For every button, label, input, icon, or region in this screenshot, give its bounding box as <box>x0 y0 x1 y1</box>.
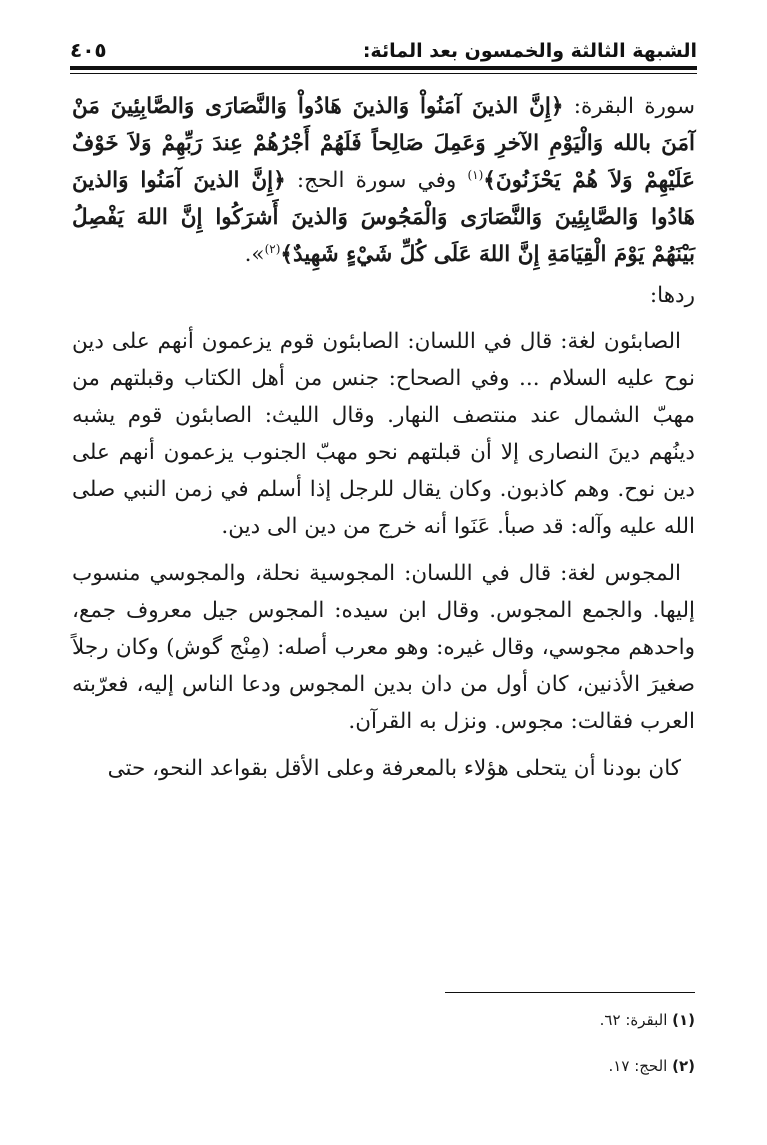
footnote-2 <box>72 1054 695 1078</box>
surah-hajj-intro: وفي سورة الحج: <box>285 168 468 193</box>
footnotes <box>72 1008 695 1100</box>
footnote-ref-1: (١) <box>467 167 484 182</box>
footnote-1-text: البقرة: ٦٢. <box>599 1011 673 1029</box>
footnote-2-number: (٢) <box>672 1057 695 1075</box>
quote-close: ». <box>244 242 265 267</box>
surah-baqarah-intro: سورة البقرة: <box>563 94 695 119</box>
quran-verse-hajj: ﴿إِنَّ الذينَ آمَنُوا وَالذينَ هَادُوا وَالصَّابِئِينَ وَالنَّصَارَى وَالْمَجُوسَ وَالذينَ أَشرَكُوا إِنَّ اللهَ يَفْصِلُ بَيْنَهُمْ يَوْمَ الْقِيَامَةِ إِنَّ اللهَ عَلَى كُلِّ شَيْءٍ شَهِيدٌ﴾ <box>72 168 695 267</box>
quran-verse-baqarah: ﴿إِنَّ الذينَ آمَنُواْ وَالذينَ هَادُواْ وَالنَّصَارَى وَالصَّابِئِينَ مَنْ آمَنَ بالله وَالْيَوْمِ الآخرِ وَعَمِلَ صَالِحاً فَلَهُمْ أَجْرُهُمْ عِندَ رَبِّهِمْ وَلاَ خَوْفٌ عَلَيْهِمْ وَلاَ هُمْ يَحْزَنُونَ﴾ <box>72 94 695 193</box>
running-title: الشبهة الثالثة والخمسون بعد المائة: <box>362 40 697 62</box>
page-header <box>70 28 697 62</box>
reply-heading: ردها: <box>649 283 695 308</box>
footnote-separator <box>445 992 695 993</box>
header-rule-thin <box>70 73 697 74</box>
page-number: ٤٠٥ <box>70 38 107 62</box>
main-text <box>72 88 695 797</box>
header-rule-thick <box>70 66 697 70</box>
paragraph-quran-citations <box>72 88 695 273</box>
footnote-ref-2: (٢) <box>264 241 281 256</box>
paragraph-sabians: الصابئون لغة: قال في اللسان: الصابئون قوم يزعمون أنهم على دين نوح عليه السلام ... وفي الصحاح: جنس من أهل الكتاب وقبلتهم من مهبّ الشمال عند منتصف النهار. وقال الليث: الصابئون قوم يشبه دينُهم دينَ النصارى إلا أن قبلتهم نحو مهبّ الجنوب يزعمون أنهم على دين نوح. وهم كاذبون. وكان يقال للرجل إذا أسلم في زمن النبي صلى الله عليه وآله: قد صبأ. عَنَوا أنه خرج من دين الى دين. <box>72 329 695 539</box>
paragraph-magians: المجوس لغة: قال في اللسان: المجوسية نحلة، والمجوسي منسوب إليها. والجمع المجوس. وقال ابن سيده: المجوس جيل معروف جمع، واحدهم مجوسي، وقال غيره: وهو معرب أصله: (مِنْج گوش) وكان رجلاً صغيرَ الأذنين، كان أول من دان بدين المجوس ودعا الناس إليه، فعرّبته العرب فقالت: مجوس. ونزل به القرآن. <box>72 561 695 734</box>
footnote-1-number: (١) <box>672 1011 695 1029</box>
paragraph-conclusion: كان بودنا أن يتحلى هؤلاء بالمعرفة وعلى الأقل بقواعد النحو، حتى <box>107 756 681 781</box>
footnote-1 <box>72 1008 695 1032</box>
footnote-2-text: الحج: ١٧. <box>608 1057 673 1075</box>
